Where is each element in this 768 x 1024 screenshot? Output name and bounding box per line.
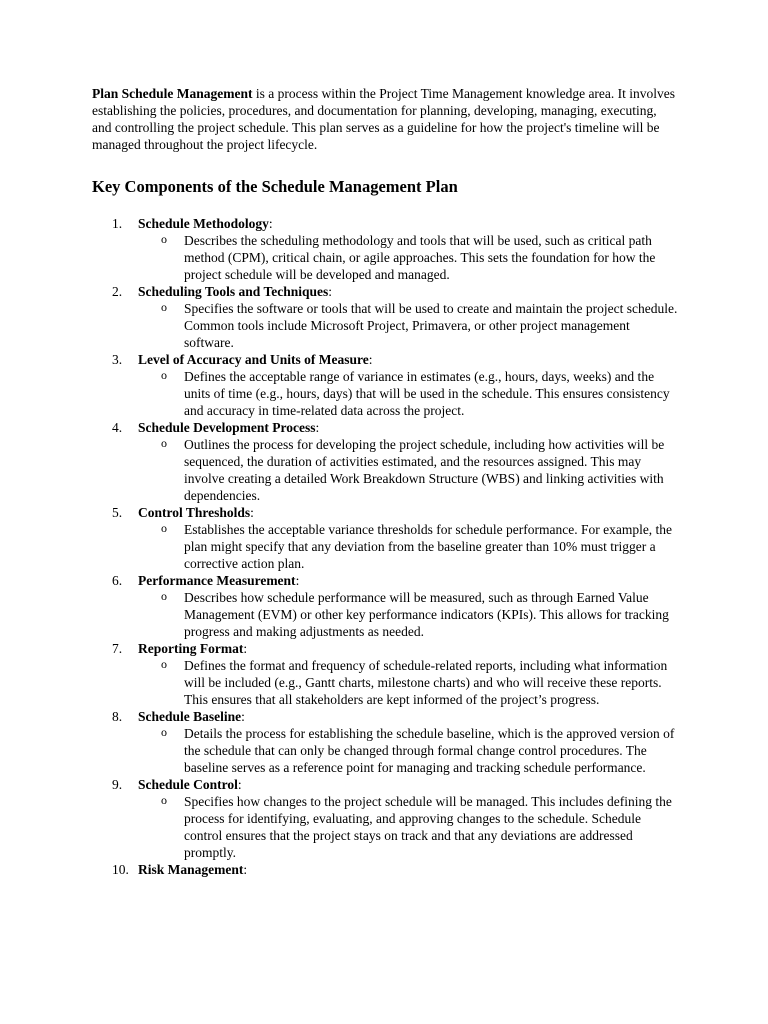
circle-bullet-icon: o	[161, 521, 167, 535]
item-number: 3.	[112, 352, 123, 367]
item-title-colon: :	[237, 777, 242, 792]
item-title: Schedule Baseline	[138, 709, 242, 724]
circle-bullet-icon: o	[161, 436, 167, 450]
list-item	[92, 351, 678, 419]
item-number: 10.	[112, 862, 129, 877]
circle-bullet-icon: o	[161, 368, 167, 382]
list-item	[92, 504, 678, 572]
item-number: 7.	[112, 641, 123, 656]
circle-bullet-icon: o	[161, 793, 167, 807]
item-number: 1.	[112, 216, 123, 231]
circle-bullet-icon: o	[161, 300, 167, 314]
item-detail-text: Defines the acceptable range of variance in estimates (e.g., hours, days, weeks) and the units of time (e.g., hours, days) that will be used in the schedule. This ensures consistency and accuracy in time-related data across the project.	[184, 369, 670, 418]
item-detail-text: Establishes the acceptable variance thresholds for schedule performance. For example, the plan might specify that any deviation from the baseline greater than 10% must trigger a corrective action plan.	[184, 522, 673, 571]
circle-bullet-icon: o	[161, 657, 167, 671]
item-title-colon: :	[315, 420, 320, 435]
item-title: Schedule Methodology	[138, 216, 269, 231]
item-detail	[138, 368, 678, 419]
item-title: Control Thresholds	[138, 505, 251, 520]
item-number: 5.	[112, 505, 123, 520]
item-title-colon: :	[368, 352, 373, 367]
item-title-colon: :	[268, 216, 273, 231]
item-title-colon: :	[250, 505, 254, 520]
item-title: Schedule Development Process	[138, 420, 316, 435]
item-detail	[138, 793, 678, 861]
item-detail-text: Outlines the process for developing the project schedule, including how activities will be sequenced, the duration of activities estimated, and the resources assigned. This may involve creating a detailed Work Breakdown Structure (WBS) and linking activities with dependencies.	[184, 437, 665, 503]
circle-bullet-icon: o	[161, 725, 167, 739]
circle-bullet-icon: o	[161, 589, 167, 603]
item-number: 6.	[112, 573, 123, 588]
list-item	[92, 572, 678, 640]
item-number: 2.	[112, 284, 123, 299]
circle-bullet-icon: o	[161, 232, 167, 246]
item-title: Reporting Format	[138, 641, 244, 656]
item-title: Schedule Control	[138, 777, 238, 792]
item-number: 4.	[112, 420, 123, 435]
list-item	[92, 283, 678, 351]
item-title-colon: :	[241, 709, 245, 724]
item-title-colon: :	[243, 641, 248, 656]
list-item	[92, 419, 678, 504]
item-detail	[138, 436, 678, 504]
intro-bold-lead: Plan Schedule Management	[92, 86, 253, 101]
item-title: Risk Management	[138, 862, 244, 877]
intro-paragraph	[92, 85, 678, 153]
list-item	[92, 708, 678, 776]
list-item	[92, 861, 678, 878]
item-detail-text: Specifies how changes to the project schedule will be managed. This includes defining the process for identifying, evaluating, and approving changes to the schedule. Schedule control ensures that the project stays on track and that any deviations are addressed promptly.	[184, 794, 672, 860]
item-detail-text: Details the process for establishing the schedule baseline, which is the approved version of the schedule that can only be changed through formal change control procedures. The baseline serves as a reference point for managing and tracking schedule performance.	[184, 726, 675, 775]
item-detail	[138, 589, 678, 640]
item-title-colon: :	[328, 284, 332, 299]
item-number: 8.	[112, 709, 123, 724]
item-detail	[138, 232, 678, 283]
item-detail-text: Defines the format and frequency of schedule-related reports, including what information will be included (e.g., Gantt charts, milestone charts) and who will receive these reports. This ensures that all stakeholders are kept informed of the project’s progress.	[184, 658, 668, 707]
item-detail	[138, 657, 678, 708]
item-detail	[138, 725, 678, 776]
item-title: Performance Measurement	[138, 573, 296, 588]
item-detail-text: Specifies the software or tools that will be used to create and maintain the project schedule. Common tools include Microsoft Project, Primavera, or other project management software.	[184, 301, 678, 350]
list-item	[92, 215, 678, 283]
item-detail	[138, 300, 678, 351]
item-title-colon: :	[243, 862, 248, 877]
item-title-colon: :	[295, 573, 300, 588]
section-heading: Key Components of the Schedule Management Plan	[92, 177, 458, 196]
list-item	[92, 776, 678, 861]
intro-text: is a process within the Project Time Management knowledge area. It involves establishing the policies, procedures, and documentation for planning, developing, managing, executing, and controlling the project schedule. This plan serves as a guideline for how the project's timeline will be managed throughout the project lifecycle.	[92, 86, 676, 152]
item-title: Level of Accuracy and Units of Measure	[138, 352, 369, 367]
item-number: 9.	[112, 777, 123, 792]
item-detail-text: Describes how schedule performance will be measured, such as through Earned Value Management (EVM) or other key performance indicators (KPIs). This allows for tracking progress and making adjustments as needed.	[184, 590, 669, 639]
item-detail-text: Describes the scheduling methodology and tools that will be used, such as critical path method (CPM), critical chain, or agile approaches. This sets the foundation for how the project schedule will be developed and managed.	[184, 233, 656, 282]
item-title: Scheduling Tools and Techniques	[138, 284, 329, 299]
components-list	[92, 215, 678, 878]
item-detail	[138, 521, 678, 572]
list-item	[92, 640, 678, 708]
